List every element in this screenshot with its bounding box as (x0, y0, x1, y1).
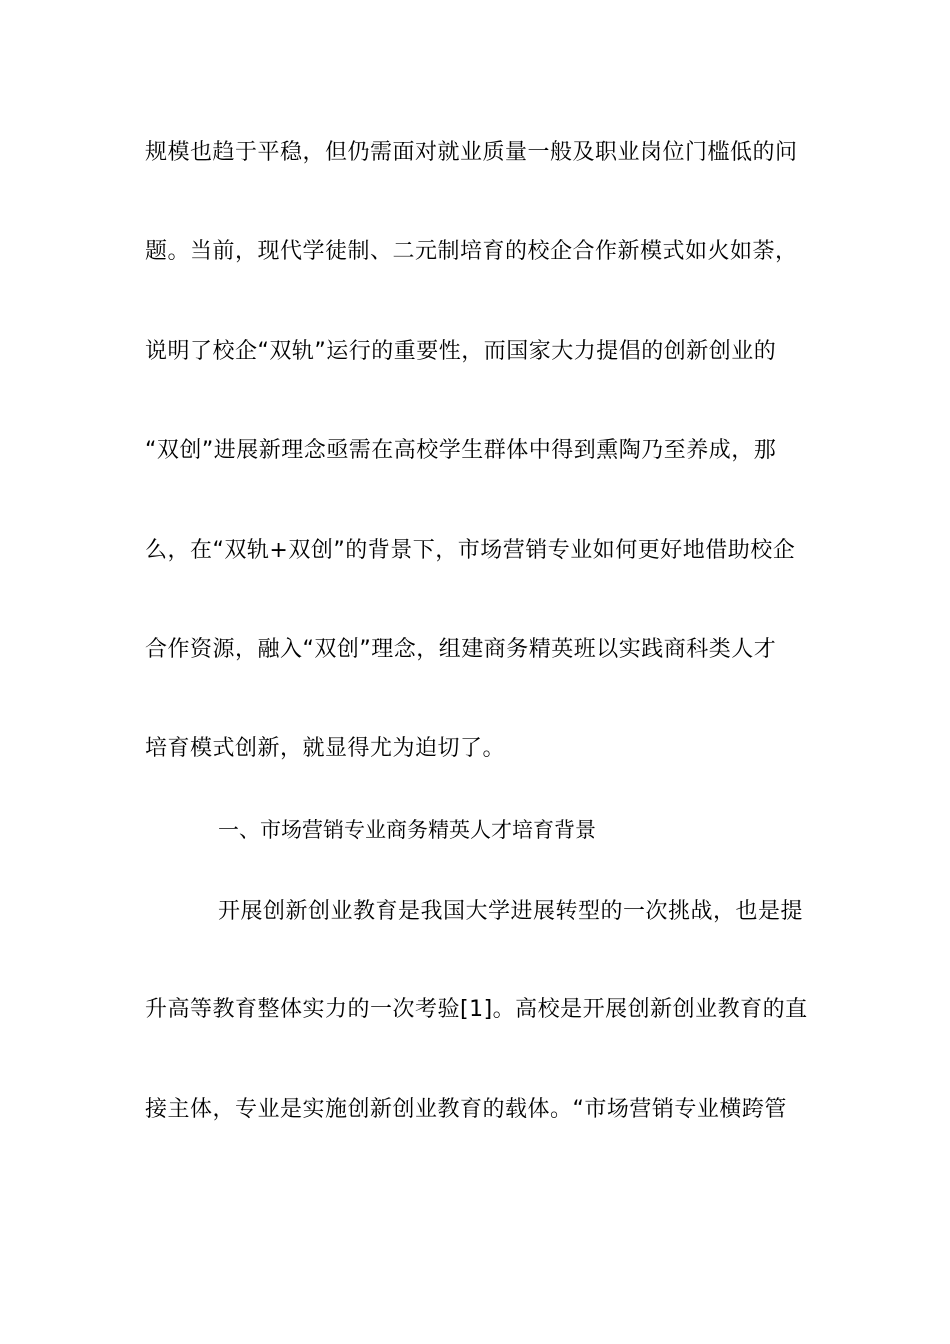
paragraph-line: 开展创新创业教育是我国大学进展转型的一次挑战，也是提 (218, 899, 804, 924)
paragraph-line: 接主体，专业是实施创新创业教育的载体。“市场营销专业横跨管 (145, 1097, 787, 1122)
section-heading: 一、市场营销专业商务精英人才培育背景 (218, 818, 596, 842)
paragraph-line: 说明了校企“双轨”运行的重要性，而国家大力提倡的创新创业的 (145, 339, 777, 364)
paragraph-line: 题。当前，现代学徒制、二元制培育的校企合作新模式如火如荼， (145, 239, 798, 264)
paragraph-line: “双创”进展新理念亟需在高校学生群体中得到熏陶乃至养成，那 (145, 438, 777, 463)
paragraph-line: 规模也趋于平稳，但仍需面对就业质量一般及职业岗位门槛低的问 (145, 140, 798, 165)
paragraph-line: 合作资源，融入“双创”理念，组建商务精英班以实践商科类人才 (145, 637, 777, 662)
paragraph-line: 升高等教育整体实力的一次考验[1]。高校是开展创新创业教育的直 (145, 997, 808, 1022)
paragraph-line: 么，在“双轨+双创”的背景下，市场营销专业如何更好地借助校企 (145, 538, 796, 563)
paragraph-line: 培育模式创新，就显得尤为迫切了。 (145, 736, 506, 761)
